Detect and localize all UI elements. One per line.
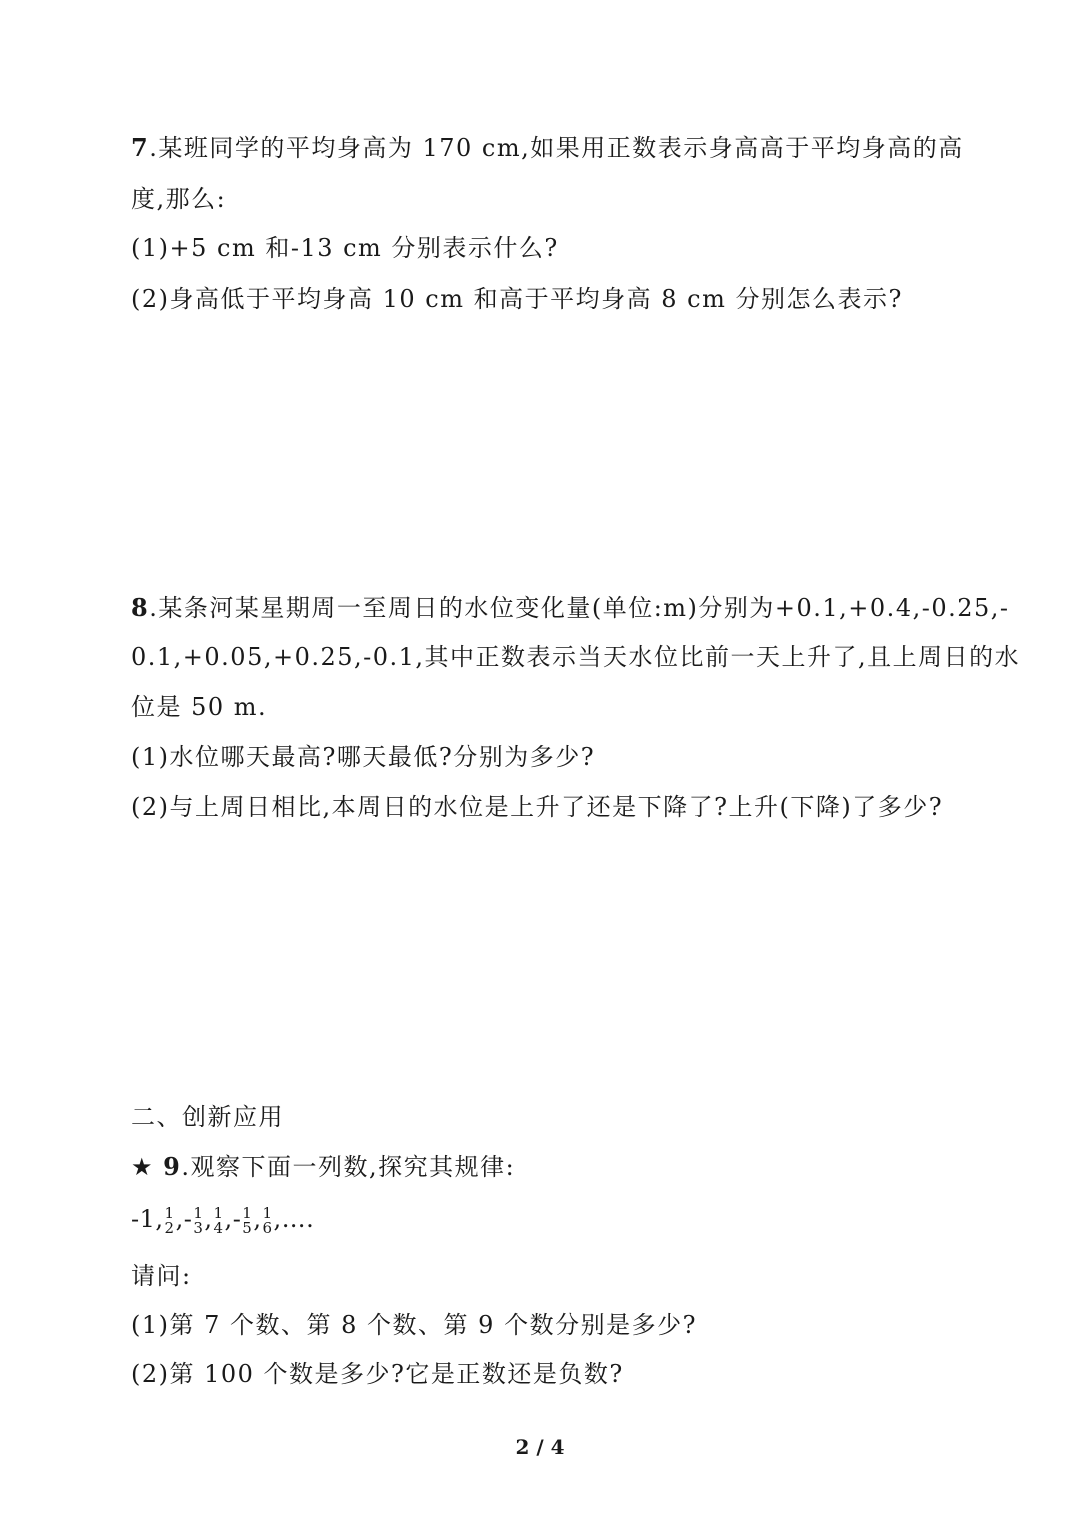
sequence-term: 1 4 , [213, 1203, 233, 1237]
q7-number: 7 [131, 133, 150, 162]
sequence-term: - 1 3 , [183, 1203, 213, 1237]
fraction: 1 6 [262, 1203, 273, 1237]
q8-part2: (2)与上周日相比,本周日的水位是上升了还是下降了?上升(下降)了多少? [131, 793, 944, 821]
q9-part2: (2)第 100 个数是多少?它是正数还是负数? [131, 1360, 624, 1388]
sequence-term: 1 2 , [164, 1203, 184, 1237]
q8-stem-line3: 位是 50 m. [131, 693, 268, 721]
section-heading: 二、创新应用 [131, 1103, 284, 1131]
sequence-term: 1 6 , [262, 1203, 282, 1237]
fraction: 1 3 [193, 1203, 204, 1237]
q8-part1: (1)水位哪天最高?哪天最低?分别为多少? [131, 743, 596, 771]
q7-stem-line2: 度,那么: [131, 185, 227, 213]
sequence-term: - 1 5 , [232, 1203, 262, 1237]
q8-stem-text1: .某条河某星期周一至周日的水位变化量(单位:m)分别为+0.1,+0.4,-0.25,- [149, 594, 1010, 622]
q8-number: 8 [131, 593, 150, 622]
sequence-ellipsis: …. [281, 1205, 315, 1233]
q9-stem [131, 1151, 515, 1183]
q9-sequence [131, 1203, 314, 1236]
fraction: 1 5 [242, 1203, 253, 1237]
q8-stem-line1 [131, 592, 1010, 624]
q9-ask: 请问: [131, 1262, 192, 1290]
q7-stem-text1: .某班同学的平均身高为 170 cm,如果用正数表示身高高于平均身高的高 [149, 134, 964, 162]
q8-stem-line2: 0.1,+0.05,+0.25,-0.1,其中正数表示当天水位比前一天上升了,且上周日的水 [131, 643, 1021, 671]
sequence-first-term: -1, [131, 1205, 164, 1233]
q9-number: 9 [163, 1152, 182, 1181]
fraction: 1 2 [164, 1203, 175, 1237]
q7-part2: (2)身高低于平均身高 10 cm 和高于平均身高 8 cm 分别怎么表示? [131, 285, 903, 313]
q9-part1: (1)第 7 个数、第 8 个数、第 9 个数分别是多少? [131, 1311, 697, 1339]
q7-stem-line1 [131, 132, 964, 164]
fraction: 1 4 [213, 1203, 224, 1237]
q9-intro: .观察下面一列数,探究其规律: [181, 1153, 516, 1181]
q7-part1: (1)+5 cm 和-13 cm 分别表示什么? [131, 234, 559, 262]
page-number: 2 / 4 [515, 1435, 565, 1459]
star-icon: ★ [131, 1153, 155, 1181]
